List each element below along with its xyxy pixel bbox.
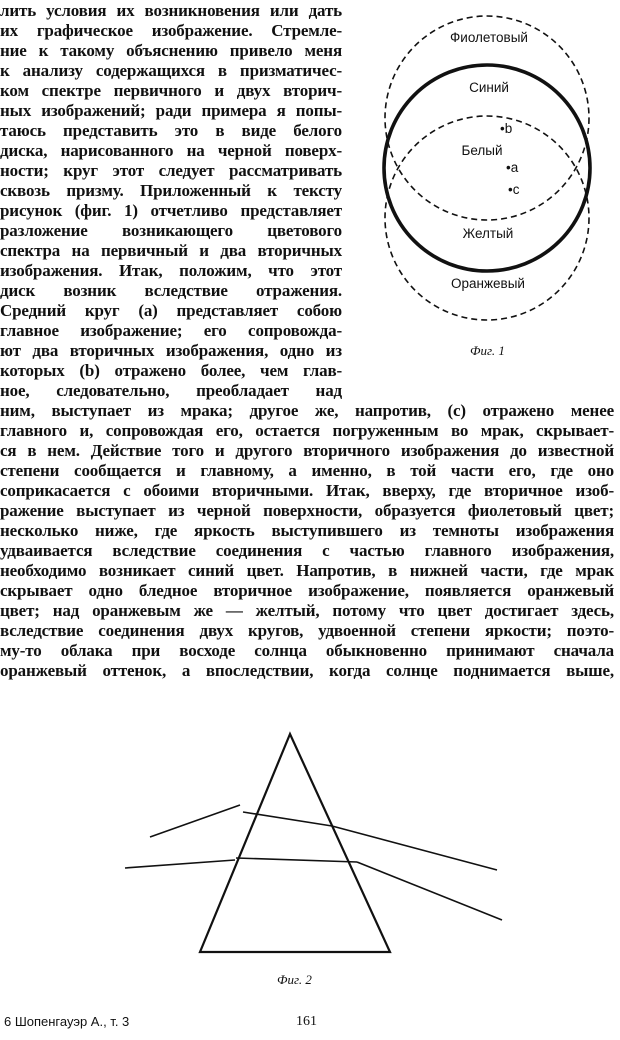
text-line-27: несколько ниже, где яркость выступившего из темноты изображения [0,521,614,540]
text-line-3: ние к такому объяснению привело меня [0,41,342,60]
text-line-26: ражение выступает из черной поверхности, образуется фиолетовый цвет; [0,501,614,520]
text-line-13: спектра на первичный и два вторичных [0,241,342,260]
text-line-32: вследствие соединения двух кругов, удвоенной степени яркости; поэто- [0,621,614,640]
text-line-30: скрывает одно бледное вторичное изображение, появляется оранжевый [0,581,614,600]
emergent-ray-upper [332,826,497,870]
figure-2-prism [0,720,620,970]
text-line-23: ся в нем. Действие того и другого вторичного изображения до известной [0,441,614,460]
text-line-20: ное, следовательно, преобладает над [0,381,342,400]
label-a: •a [506,160,519,175]
label-yellow: Желтый [462,226,514,241]
text-line-16: Средний круг (a) представляет собою [0,301,342,320]
text-line-8: диска, нарисованного на черной поверх- [0,141,342,160]
text-line-28: удваивается вследствие соединения с частью главного изображения, [0,541,614,560]
text-line-6: ных изображений; ради примера я попы- [0,101,342,120]
text-line-29: необходимо возникает синий цвет. Напротив, в нижней части, где мрак [0,561,614,580]
text-line-24: степени сообщается и главному, а именно, в той части его, где оно [0,461,614,480]
label-white: Белый [461,143,503,158]
text-line-31: цвет; над оранжевым же — желтый, потому что цвет достигает здесь, [0,601,614,620]
text-line-1: лить условия их возникновения или дать [0,1,342,20]
incident-ray-lower [125,860,235,868]
label-blue: Синий [469,80,509,95]
text-line-25: соприкасается с обоими вторичными. Итак, вверху, где вторичное изоб- [0,481,614,500]
text-line-10: сквозь призму. Приложенный к тексту [0,181,342,200]
figure-2-caption: Фиг. 2 [277,972,312,987]
text-line-21: ним, выступает из мрака; другое же, напротив, (c) отражено менее [0,401,614,420]
label-violet: Фиолетовый [450,30,528,45]
label-b: •b [500,121,513,136]
signature-mark: 6 Шопенгауэр А., т. 3 [4,1014,130,1029]
label-orange: Оранжевый [451,276,525,291]
text-line-15: диск возник вследствие отражения. [0,281,342,300]
text-line-5: ком спектре первичного и двух вторич- [0,81,342,100]
incident-ray-upper [150,805,240,837]
prism-triangle [200,734,390,952]
label-c: •c [508,182,520,197]
figure-1-circles [0,0,620,400]
text-line-11: рисунок (фиг. 1) отчетливо представляет [0,201,342,220]
text-line-34: оранжевый оттенок, а впоследствии, когда солнце поднимается выше, [0,661,614,680]
text-line-12: разложение возникающего цветового [0,221,342,240]
internal-ray-upper [243,812,332,826]
text-line-19: которых (b) отражено более, чем глав- [0,361,342,380]
internal-ray-lower [236,858,357,862]
text-line-7: таюсь представить это в виде белого [0,121,342,140]
text-line-2: их графическое изображение. Стремле- [0,21,342,40]
page-number: 161 [296,1014,317,1029]
text-line-33: му-то облака при восходе солнца обыкновенно принимают сначала [0,641,614,660]
emergent-ray-lower [357,862,502,920]
text-line-4: к анализу содержащихся в призматичес- [0,61,342,80]
text-line-14: изображения. Итак, положим, что этот [0,261,342,280]
text-line-18: ют два вторичных изображения, одно из [0,341,342,360]
text-line-9: ности; круг этот следует рассматривать [0,161,342,180]
text-line-17: главное изображение; его сопровожда- [0,321,342,340]
text-line-22: главного и, сопровождая его, остается погруженным во мрак, скрывает- [0,421,614,440]
figure-1-caption: Фиг. 1 [470,343,505,358]
violet-circle [385,16,589,220]
